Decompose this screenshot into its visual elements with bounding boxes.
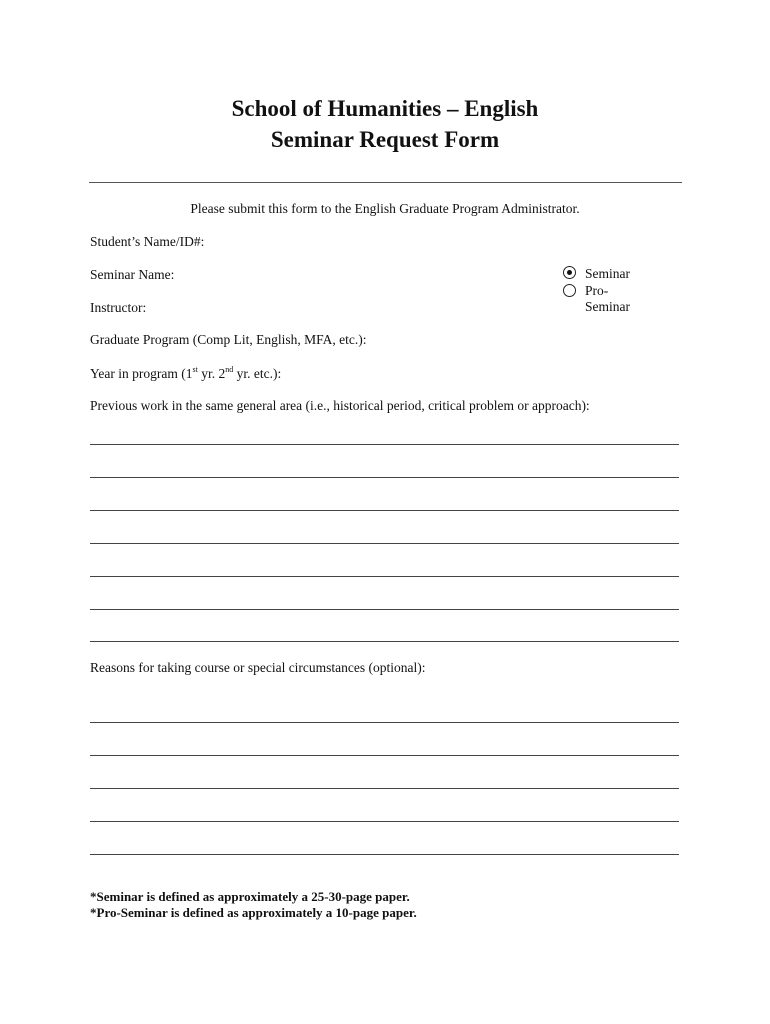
submission-instruction: Please submit this form to the English Graduate Program Administrator. xyxy=(190,201,580,216)
form-title-line2: Seminar Request Form xyxy=(270,127,500,152)
reasons-label: Reasons for taking course or special circumstances (optional): xyxy=(90,660,426,675)
seminar-radio[interactable] xyxy=(563,266,576,279)
reasons-line[interactable] xyxy=(90,854,679,855)
year-num2: 2 xyxy=(218,366,226,381)
radio-selected-dot xyxy=(567,270,572,275)
pro-seminar-radio-label: Pro-Seminar xyxy=(585,283,630,314)
seminar-definition-note: *Seminar is defined as approximately a 25-30-page paper. xyxy=(90,889,410,904)
reasons-line[interactable] xyxy=(90,821,679,822)
previous-work-label: Previous work in the same general area (i.e., historical period, critical problem or approach): xyxy=(90,398,590,413)
previous-work-line[interactable] xyxy=(90,641,679,642)
year-mid: yr. xyxy=(197,366,219,381)
year-prefix: Year in program (1 xyxy=(90,366,193,381)
reasons-line[interactable] xyxy=(90,722,679,723)
student-name-label: Student’s Name/ID#: xyxy=(90,234,205,249)
previous-work-line[interactable] xyxy=(90,609,679,610)
year-suffix: yr. etc.): xyxy=(233,366,282,381)
seminar-radio-label: Seminar xyxy=(585,266,630,281)
previous-work-line[interactable] xyxy=(90,477,679,478)
previous-work-line[interactable] xyxy=(90,510,679,511)
title-divider xyxy=(89,182,682,183)
previous-work-line[interactable] xyxy=(90,576,679,577)
reasons-line[interactable] xyxy=(90,788,679,789)
instructor-label: Instructor: xyxy=(90,300,147,315)
pro-seminar-radio[interactable] xyxy=(563,284,576,297)
pro-seminar-definition-note: *Pro-Seminar is defined as approximately a 10-page paper. xyxy=(90,905,417,920)
graduate-program-label: Graduate Program (Comp Lit, English, MFA, etc.): xyxy=(90,332,367,347)
year-in-program-label xyxy=(90,366,281,382)
previous-work-line[interactable] xyxy=(90,444,679,445)
form-title-line1: School of Humanities – English xyxy=(231,96,539,121)
year-sup-nd: nd xyxy=(225,365,234,374)
year-sup-st: st xyxy=(192,365,198,374)
reasons-line[interactable] xyxy=(90,755,679,756)
seminar-name-label: Seminar Name: xyxy=(90,267,175,282)
previous-work-line[interactable] xyxy=(90,543,679,544)
